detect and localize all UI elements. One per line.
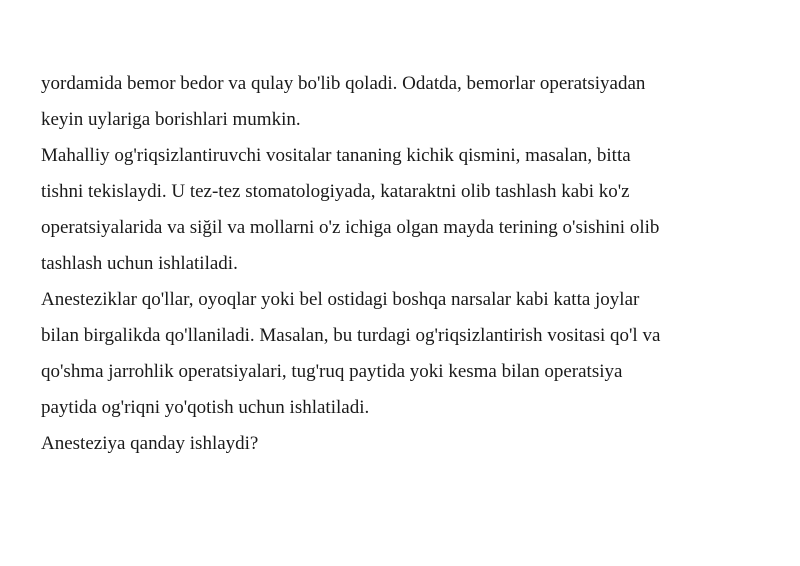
text-line: Mahalliy og'riqsizlantiruvchi vositalar tananing kichik qismini, masalan, bitta [41, 145, 631, 166]
document-body-text [41, 66, 761, 462]
text-line: Anesteziklar qo'llar, oyoqlar yoki bel ostidagi boshqa narsalar kabi katta joylar [41, 289, 640, 310]
text-line: bilan birgalikda qo'llaniladi. Masalan, bu turdagi og'riqsizlantirish vositasi qo'l va [41, 325, 661, 346]
section-heading: Anesteziya qanday ishlaydi? [41, 433, 259, 454]
text-line: tishni tekislaydi. U tez-tez stomatologiyada, kataraktni olib tashlash kabi ko'z [41, 181, 630, 202]
text-line: qo'shma jarrohlik operatsiyalari, tug'ruq paytida yoki kesma bilan operatsiya [41, 361, 623, 382]
text-line: tashlash uchun ishlatiladi. [41, 253, 238, 274]
text-line: yordamida bemor bedor va qulay bo'lib qoladi. Odatda, bemorlar operatsiyadan [41, 73, 646, 94]
text-line: operatsiyalarida va siğil va mollarni o'z ichiga olgan mayda terining o'sishini olib [41, 217, 660, 238]
text-line: paytida og'riqni yo'qotish uchun ishlatiladi. [41, 397, 370, 418]
text-line: keyin uylariga borishlari mumkin. [41, 109, 301, 130]
